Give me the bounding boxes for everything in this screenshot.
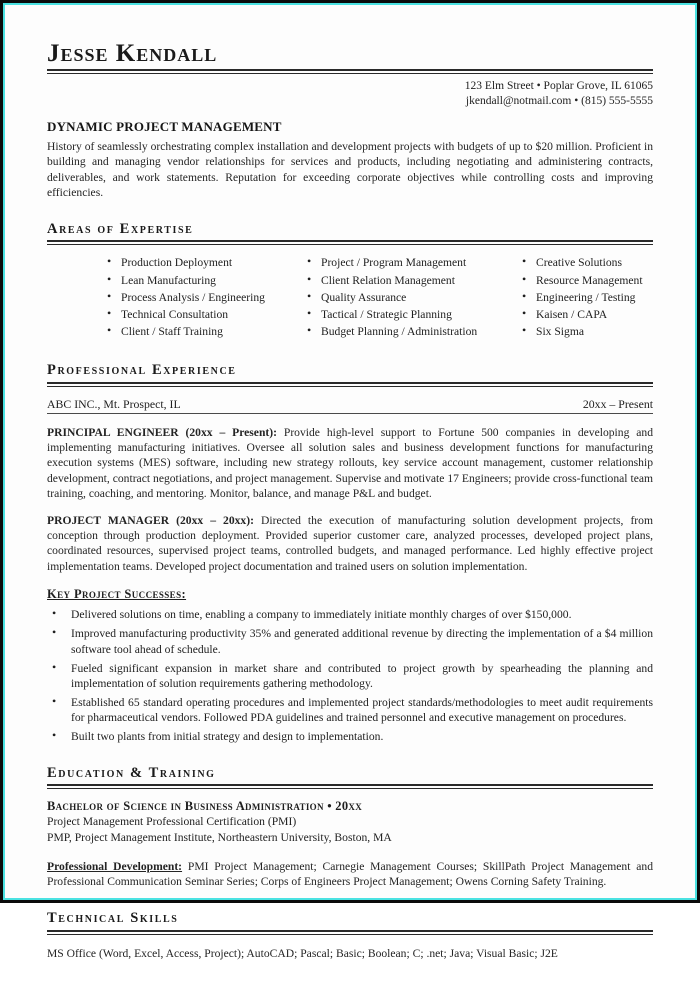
- role-title: PRINCIPAL ENGINEER (20xx – Present):: [47, 425, 277, 439]
- expertise-item: • Client / Staff Training: [107, 324, 307, 339]
- key-project-successes-heading: Key Project Successes:: [47, 587, 187, 602]
- company-name: ABC INC., Mt. Prospect, IL: [47, 396, 181, 411]
- success-item: • Built two plants from initial strategy and design to implementation.: [47, 729, 653, 744]
- contact-email-phone: jkendall@notmail.com • (815) 555-5555: [465, 94, 653, 107]
- role-paragraph-principal-engineer: [47, 425, 653, 502]
- role-description: Provide high-level support to Fortune 500 companies in developing and implementing manufacturing initiatives. Oversee all solution sales and business development functions for manufacturing execution systems (MES) software, including new strategy rollouts, key service account management, customer relationship development, contract negotiations, and project management. Supervise and motivate 17 Engineers; provide cross-functional team training, coaching, and mentoring. Monitor, balance, and manage P&L and budget.: [47, 425, 653, 501]
- success-item: • Improved manufacturing productivity 35% and generated additional revenue by directing the implementation of a $4 million software tool ahead of schedule.: [47, 626, 653, 657]
- contact-address: 123 Elm Street • Poplar Grove, IL 61065: [464, 80, 653, 92]
- company-row: [47, 397, 653, 414]
- expertise-item: • Production Deployment: [107, 255, 307, 270]
- section-heading-skills: Technical Skills: [47, 909, 179, 926]
- expertise-column-3: [522, 255, 653, 341]
- expertise-item: • Process Analysis / Engineering: [107, 290, 307, 305]
- expertise-item: • Creative Solutions: [522, 255, 653, 270]
- expertise-item: • Project / Program Management: [307, 255, 522, 270]
- success-item: • Established 65 standard operating procedures and implemented project standards/methodologies to meet audit requirements for pharmaceutical vendors. Followed PDA guidelines and trained personnel and executive management on procedures.: [47, 695, 653, 726]
- expertise-item: • Lean Manufacturing: [107, 273, 307, 288]
- section-rule: [47, 784, 653, 789]
- resume-document: [5, 5, 695, 981]
- professional-development-label: Professional Development:: [47, 859, 183, 873]
- section-heading-education: Education & Training: [47, 764, 216, 781]
- key-project-successes-list: [47, 607, 653, 744]
- section-professional-experience: [47, 363, 653, 745]
- section-heading-experience: Professional Experience: [47, 361, 237, 378]
- education-line: PMP, Project Management Institute, Northeastern University, Boston, MA: [47, 831, 392, 845]
- expertise-item: • Budget Planning / Administration: [307, 324, 522, 339]
- technical-skills-text: MS Office (Word, Excel, Access, Project); AutoCAD; Pascal; Basic; Boolean; C; .net; Java; Visual Basic; J2E: [47, 946, 558, 960]
- person-name: Jesse Kendall: [47, 40, 218, 67]
- section-rule: [47, 240, 653, 245]
- summary-paragraph: History of seamlessly orchestrating complex installation and development projects with budgets of up to $20 million. Proficient in building and managing vendor relationships for services and products, including negotiating and administering contracts, deliverables, and work statements. Reputation for exceeding corporate objectives while controlling costs and improving efficiencies.: [47, 139, 653, 200]
- section-heading-expertise: Areas of Expertise: [47, 220, 194, 237]
- expertise-item: • Quality Assurance: [307, 290, 522, 305]
- section-education-training: [47, 766, 653, 890]
- degree-line: Bachelor of Science in Business Administration • 20xx: [47, 799, 362, 814]
- professional-development-text: PMI Project Management; Carnegie Management Courses; SkillPath Project Management and Professional Communication Seminar Series; Corps of Engineers Project Management; Owens Corning Safety Training.: [47, 859, 653, 889]
- expertise-item: • Engineering / Testing: [522, 290, 653, 305]
- role-description: Directed the execution of manufacturing solution development projects, from conception through production deployment. Provided superior customer care, analyzed processes, developed project plans, coordinated resources, supervised project teams, controlled budgets, and managed performance. Led highly effective project implementation teams. Developed project documentation and trained users on solution implementation.: [47, 513, 653, 573]
- expertise-item: • Six Sigma: [522, 324, 653, 339]
- section-rule: [47, 382, 653, 387]
- expertise-column-1: [107, 255, 307, 341]
- section-technical-skills: [47, 911, 653, 961]
- expertise-item: • Tactical / Strategic Planning: [307, 307, 522, 322]
- education-line: Project Management Professional Certification (PMI): [47, 815, 297, 829]
- section-areas-of-expertise: [47, 222, 653, 342]
- role-paragraph-project-manager: [47, 513, 653, 575]
- expertise-item: • Resource Management: [522, 273, 653, 288]
- page-inner-frame: [3, 3, 697, 960]
- expertise-grid: [47, 255, 653, 341]
- professional-development-paragraph: [47, 859, 653, 890]
- success-item: • Delivered solutions on time, enabling a company to immediately initiate monthly charges of over $150,000.: [47, 607, 653, 622]
- headline: DYNAMIC PROJECT MANAGEMENT: [47, 118, 282, 134]
- section-rule: [47, 930, 653, 935]
- success-item: • Fueled significant expansion in market share and contributed to project growth by spearheading the planning and implementation of solution requirements gathering methodology.: [47, 661, 653, 692]
- expertise-item: • Client Relation Management: [307, 273, 522, 288]
- expertise-column-2: [307, 255, 522, 341]
- expertise-item: • Kaisen / CAPA: [522, 307, 653, 322]
- header-rule: [47, 69, 653, 74]
- expertise-item: • Technical Consultation: [107, 307, 307, 322]
- company-dates: 20xx – Present: [582, 396, 653, 411]
- contact-block: [47, 79, 653, 109]
- role-title: PROJECT MANAGER (20xx – 20xx):: [47, 513, 254, 527]
